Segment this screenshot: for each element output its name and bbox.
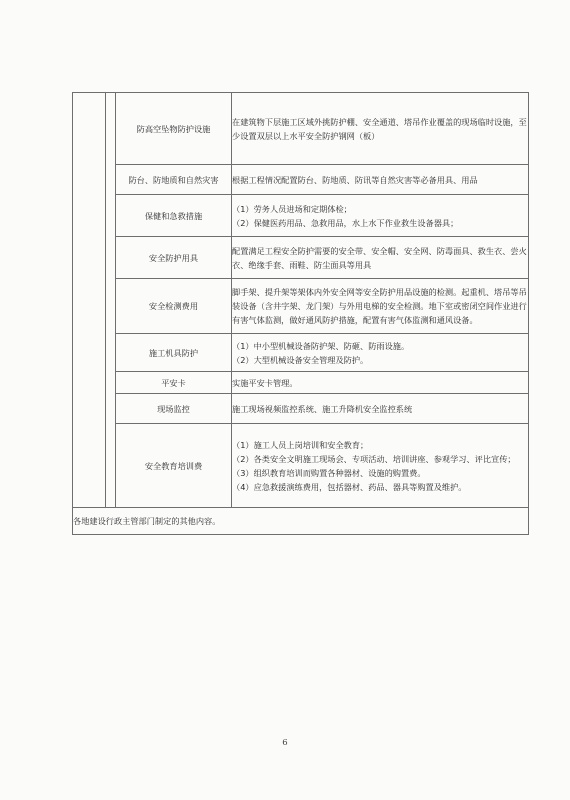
item-name-cell: 安全检测费用 (116, 279, 232, 334)
item-name-cell: 防台、防地质和自然灾害 (116, 165, 232, 195)
table-row (73, 279, 529, 334)
table-row (73, 93, 529, 165)
item-content-cell (232, 165, 529, 195)
content-line: 装设备（含井字架、龙门架）与外用电梯的安全检测。地下室或密闭空间作业进行 (232, 301, 527, 311)
category-cell (73, 93, 106, 508)
content-line: 少设置双层以上水平安全防护钢网（板） (232, 130, 380, 141)
item-content-cell (232, 279, 529, 334)
content-line: （1）劳务人员进场和定期体检； (232, 203, 352, 214)
table-row (73, 237, 529, 279)
subcategory-cell (106, 93, 116, 508)
item-name-cell: 现场监控 (116, 394, 232, 424)
item-name-cell: 保健和急救措施 (116, 195, 232, 237)
table-row (73, 334, 529, 372)
content-line: （4）应急救援演练费用，包括器材、药品、器具等购置及维护。 (232, 481, 467, 492)
content-line: 施工现场视频监控系统、施工升降机安全监控系统 (232, 403, 413, 414)
item-name-cell: 安全教育培训费 (116, 424, 232, 508)
content-line: 脚手架、提升架等架体内外安全网等安全防护用品设施的检测。起重机、塔吊等吊 (232, 287, 527, 297)
table-row (73, 195, 529, 237)
page-number: 6 (282, 738, 288, 748)
item-content-cell (232, 334, 529, 372)
item-content-cell (232, 424, 529, 508)
footnote-text: 各地建设行政主管部门制定的其他内容。 (73, 508, 529, 535)
content-line: （3）组织教育培训而购置各种器材、设施的购置费。 (232, 467, 426, 478)
item-name-cell: 安全防护用具 (116, 237, 232, 279)
item-content-cell (232, 237, 529, 279)
item-content-cell (232, 195, 529, 237)
footnote-row (73, 508, 529, 535)
content-line: （2）大型机械设备安全管理及防护。 (232, 354, 369, 365)
item-name-cell: 防高空坠物防护设施 (116, 93, 232, 165)
table-row (73, 165, 529, 195)
table-row (73, 424, 529, 508)
content-line: （2）保健医药用品、急救用品，水上水下作业救生设备器具； (232, 217, 459, 228)
item-name-cell: 平安卡 (116, 372, 232, 394)
table-row (73, 372, 529, 394)
content-line: 衣、绝缘手套、雨鞋、防尘面具等用具 (232, 259, 372, 270)
content-line: 根据工程情况配置防台、防地质、防讯等自然灾害等必备用具、用品 (232, 174, 478, 185)
content-line: 有害气体监测，做好通风防护措施，配置有害气体监测和通风设备。 (232, 315, 478, 325)
content-line: 在建筑物下层施工区域外挑防护棚、安全通道、塔吊作业覆盖的现场临时设施，至 (232, 116, 527, 127)
content-line: 配置满足工程安全防护需要的安全带、安全帽、安全网、防毒面具、救生衣、尝火 (232, 245, 527, 256)
content-line: 实施平安卡管理。 (232, 377, 298, 388)
item-content-cell (232, 372, 529, 394)
content-line: （2）各类安全文明施工现场会、专项活动、培训讲座、参观学习、评比宣传； (232, 453, 516, 464)
item-content-cell (232, 93, 529, 165)
cost-items-table (72, 92, 529, 535)
table-row (73, 394, 529, 424)
item-name-cell: 施工机具防护 (116, 334, 232, 372)
item-content-cell (232, 394, 529, 424)
content-line: （1）施工人员上岗培训和安全教育； (232, 439, 369, 450)
content-line: （1）中小型机械设备防护架、防砸、防雨设施。 (232, 340, 410, 351)
